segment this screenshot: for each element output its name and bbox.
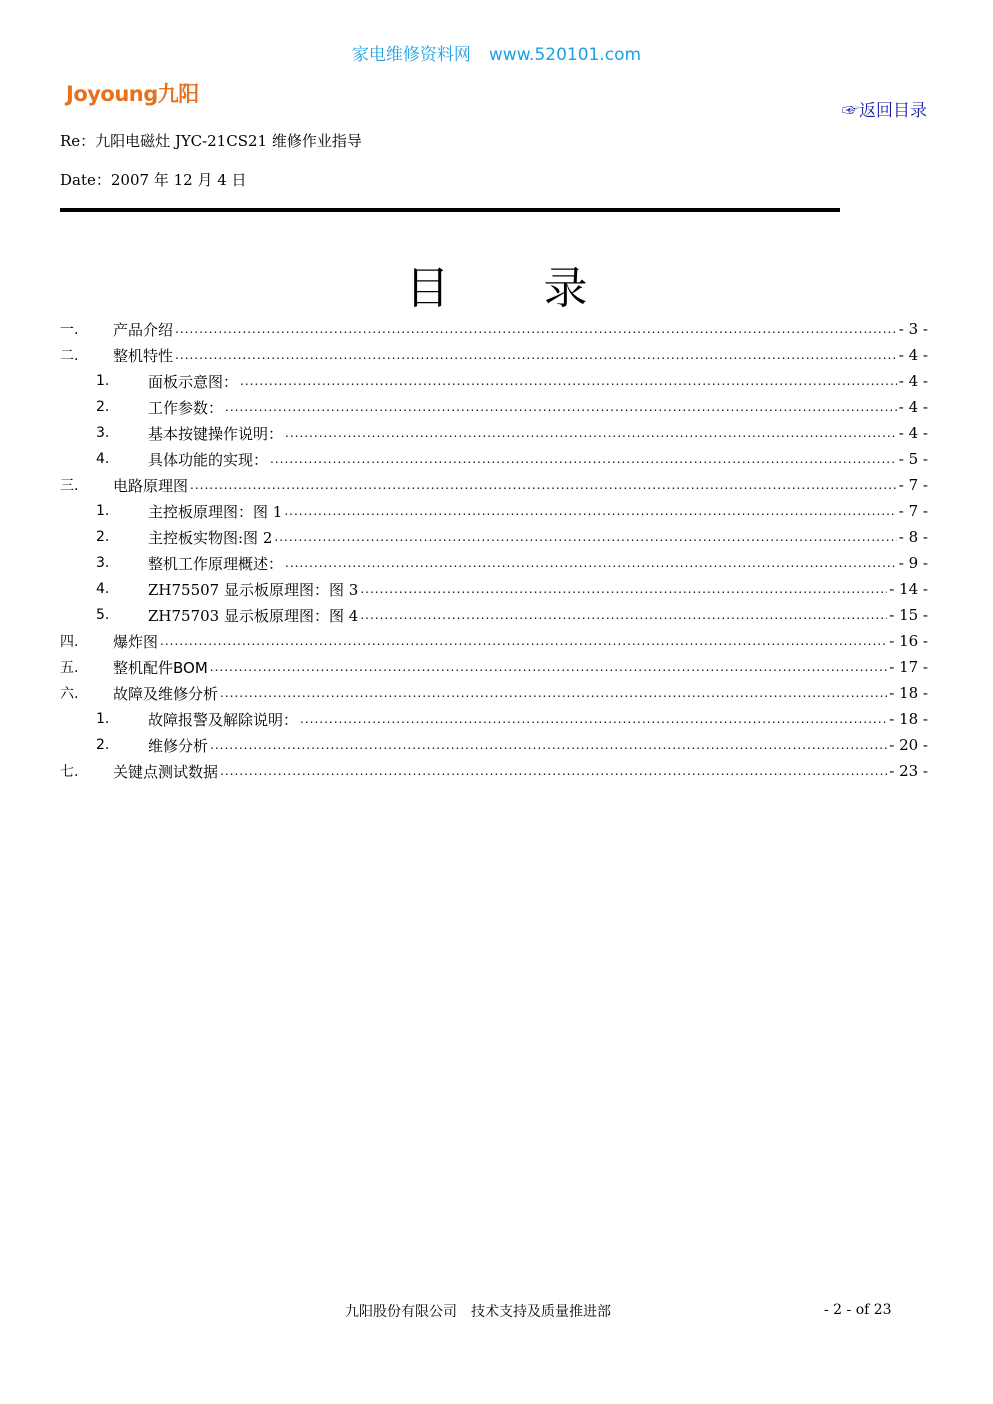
toc-subentry[interactable] — [60, 420, 928, 446]
toc-subentry[interactable] — [60, 602, 928, 628]
toc-entry[interactable] — [60, 316, 928, 342]
toc-leader-dots — [284, 504, 896, 524]
toc-entry-page: - 9 - — [898, 554, 928, 572]
toc-entry-number: 七. — [60, 764, 79, 780]
footer-text — [345, 1301, 611, 1321]
toc-leader-dots — [210, 738, 887, 758]
toc-subentry[interactable] — [60, 368, 928, 394]
back-to-contents-link[interactable]: ☞返回目录 — [842, 101, 927, 121]
toc-entry-label: 产品介绍 — [113, 320, 174, 339]
toc-entry-label: 整机配件BOM — [113, 658, 208, 677]
toc-leader-dots — [210, 660, 887, 680]
toc-subentry[interactable] — [60, 550, 928, 576]
toc-leader-dots — [225, 400, 897, 420]
toc-leader-dots — [175, 348, 897, 368]
toc-leader-dots — [240, 374, 897, 394]
toc-subentry[interactable] — [60, 524, 928, 550]
toc-entry-number: 四. — [60, 634, 79, 650]
toc-subentry[interactable] — [60, 732, 928, 758]
toc-entry-number: 4. — [96, 451, 110, 467]
toc-entry-number: 4. — [96, 581, 110, 597]
toc-entry-label: 面板示意图： — [148, 372, 239, 391]
toc-entry-page: - 14 - — [889, 580, 928, 598]
toc-entry-page: - 7 - — [898, 502, 928, 520]
toc-entry-number: 三. — [60, 478, 79, 494]
toc-entry-label: 故障报警及解除说明： — [148, 710, 299, 729]
toc-entry-page: - 8 - — [898, 528, 928, 546]
footer-company: 九阳股份有限公司 — [345, 1304, 457, 1320]
watermark-site: 家电维修资料网 — [351, 45, 471, 65]
toc-entry-page: - 17 - — [889, 658, 928, 676]
toc-leader-dots — [270, 452, 897, 472]
toc-entry-label: 具体功能的实现： — [148, 450, 269, 469]
toc-entry-number: 1. — [96, 373, 110, 389]
toc-entry[interactable] — [60, 758, 928, 784]
watermark-url: www.520101.com — [488, 45, 642, 65]
re-line: Re：九阳电磁灶 JYC-21CS21 维修作业指导 — [60, 132, 362, 150]
joyoung-logo: Joyoung九阳 — [66, 82, 199, 106]
toc-subentry[interactable] — [60, 706, 928, 732]
toc-entry-page: - 4 - — [898, 372, 928, 390]
toc-subentry[interactable] — [60, 576, 928, 602]
toc-entry[interactable] — [60, 680, 928, 706]
toc-subentry[interactable] — [60, 498, 928, 524]
toc-entry-page: - 18 - — [889, 710, 928, 728]
toc-entry-number: 五. — [60, 660, 79, 676]
toc-leader-dots — [274, 530, 896, 550]
toc-entry-label: 主控板原理图：图 1 — [148, 502, 283, 521]
toc-leader-dots — [285, 426, 897, 446]
toc-entry-number: 1. — [96, 503, 110, 519]
table-of-contents — [60, 316, 928, 784]
watermark-banner — [0, 40, 993, 65]
toc-entry-label: 爆炸图 — [113, 632, 159, 651]
date-line: Date：2007 年 12 月 4 日 — [60, 171, 247, 189]
toc-entry-label: 整机工作原理概述： — [148, 554, 284, 573]
toc-leader-dots — [300, 712, 887, 732]
toc-leader-dots — [360, 582, 887, 602]
toc-subentry[interactable] — [60, 394, 928, 420]
toc-entry[interactable] — [60, 472, 928, 498]
toc-entry-label: ZH75507 显示板原理图：图 3 — [148, 580, 359, 599]
toc-entry-number: 二. — [60, 348, 79, 364]
toc-entry-page: - 4 - — [898, 398, 928, 416]
toc-entry-page: - 18 - — [889, 684, 928, 702]
toc-leader-dots — [220, 686, 887, 706]
toc-entry-page: - 23 - — [889, 762, 928, 780]
toc-entry-label: 故障及维修分析 — [113, 684, 219, 703]
toc-subentry[interactable] — [60, 446, 928, 472]
toc-entry-number: 六. — [60, 686, 79, 702]
toc-entry-number: 3. — [96, 555, 110, 571]
toc-leader-dots — [190, 478, 897, 498]
toc-entry-page: - 16 - — [889, 632, 928, 650]
toc-entry[interactable] — [60, 628, 928, 654]
toc-leader-dots — [285, 556, 897, 576]
toc-entry-number: 2. — [96, 737, 110, 753]
toc-entry-page: - 4 - — [898, 346, 928, 364]
toc-entry-page: - 5 - — [898, 450, 928, 468]
toc-entry-label: 整机特性 — [113, 346, 174, 365]
footer-page-number: - 2 - of 23 — [824, 1302, 892, 1318]
toc-leader-dots — [160, 634, 887, 654]
toc-entry-number: 5. — [96, 607, 110, 623]
toc-entry-label: 主控板实物图:图 2 — [148, 528, 273, 547]
toc-entry-number: 2. — [96, 399, 110, 415]
toc-entry-page: - 15 - — [889, 606, 928, 624]
toc-leader-dots — [220, 764, 887, 784]
toc-entry-page: - 3 - — [898, 320, 928, 338]
toc-entry-page: - 7 - — [898, 476, 928, 494]
toc-entry[interactable] — [60, 654, 928, 680]
toc-entry-label: 工作参数： — [148, 398, 224, 417]
toc-entry-number: 2. — [96, 529, 110, 545]
toc-entry-label: 维修分析 — [148, 736, 209, 755]
toc-entry-page: - 4 - — [898, 424, 928, 442]
toc-entry-label: ZH75703 显示板原理图：图 4 — [148, 606, 359, 625]
toc-entry-label: 基本按键操作说明： — [148, 424, 284, 443]
toc-title: 目 录 — [405, 263, 588, 314]
toc-entry-number: 3. — [96, 425, 110, 441]
toc-entry-label: 关键点测试数据 — [113, 762, 219, 781]
toc-leader-dots — [360, 608, 887, 628]
toc-leader-dots — [175, 322, 897, 342]
footer-department: 技术支持及质量推进部 — [471, 1304, 611, 1320]
toc-entry-page: - 20 - — [889, 736, 928, 754]
header-divider — [60, 208, 840, 212]
toc-entry-number: 1. — [96, 711, 110, 727]
toc-entry[interactable] — [60, 342, 928, 368]
toc-entry-number: 一. — [60, 322, 79, 338]
toc-entry-label: 电路原理图 — [113, 476, 189, 495]
